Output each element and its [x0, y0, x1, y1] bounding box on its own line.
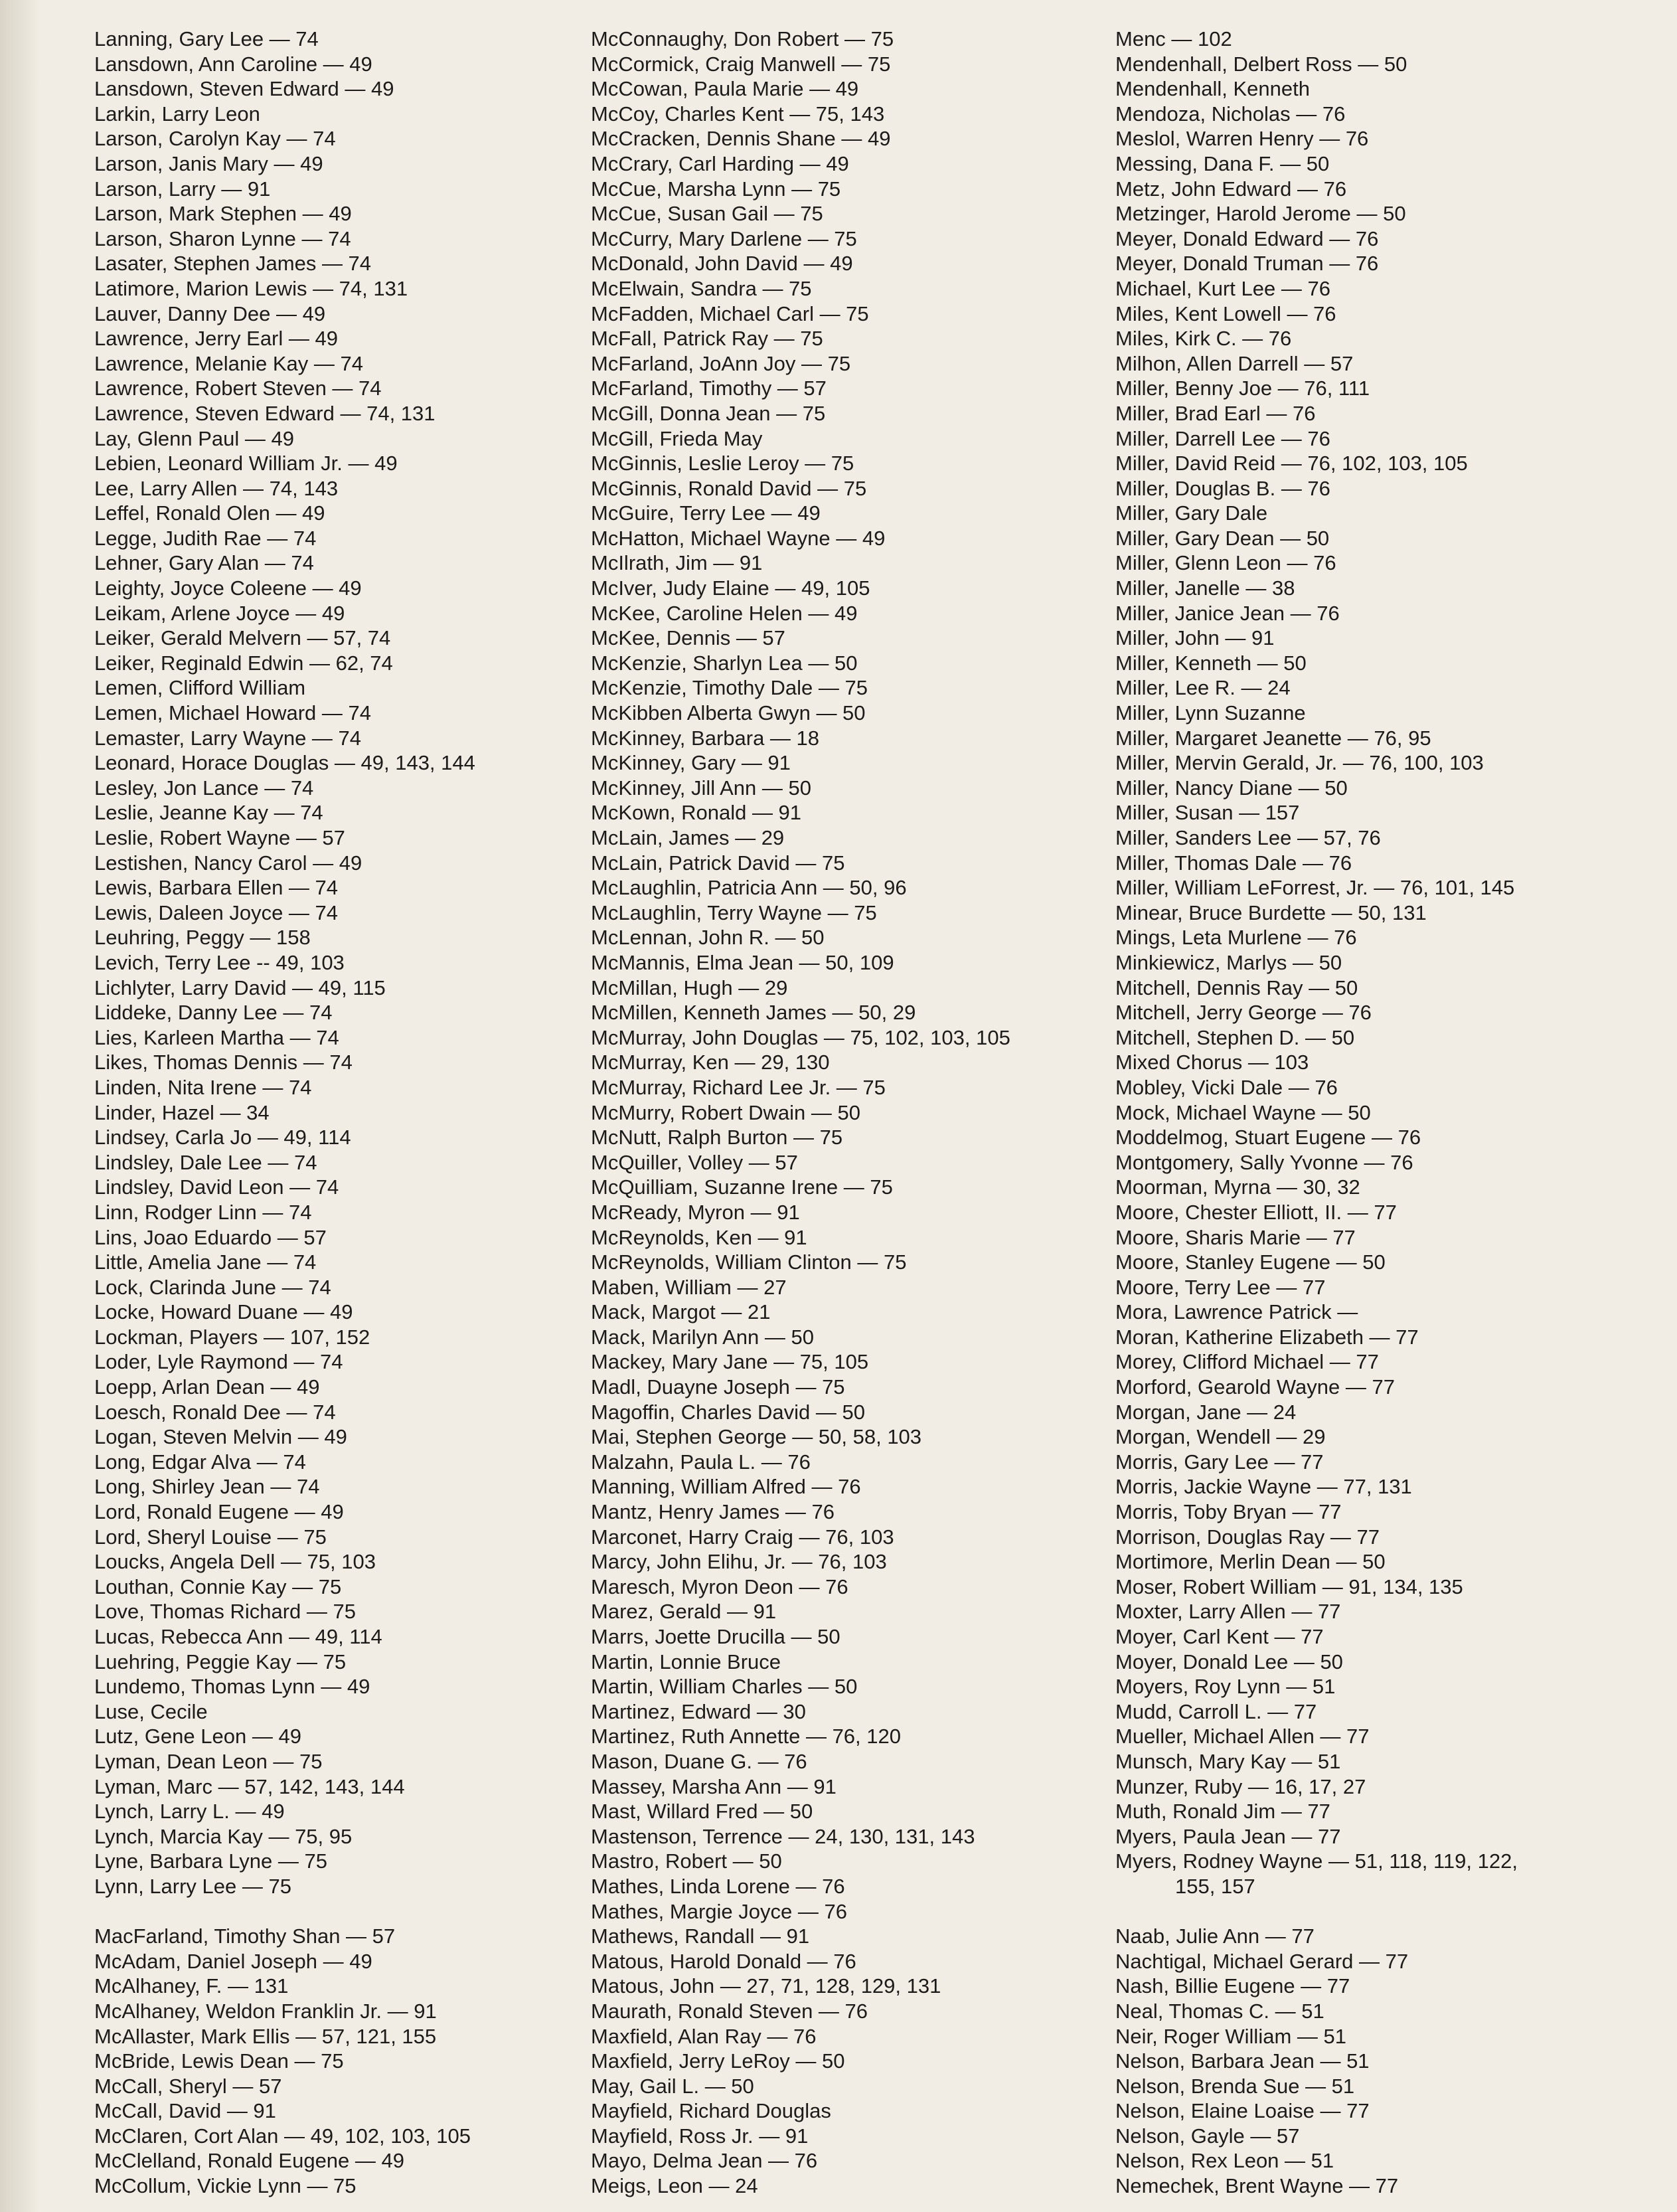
- index-entry: Lindsley, Dale Lee — 74: [94, 1150, 317, 1174]
- index-entry: Miller, Kenneth — 50: [1115, 651, 1307, 675]
- index-entry: Leslie, Jeanne Kay — 74: [94, 801, 323, 825]
- index-entry: Long, Shirley Jean — 74: [94, 1475, 320, 1499]
- index-entry: McLain, Patrick David — 75: [591, 851, 845, 875]
- index-entry: Mantz, Henry James — 76: [591, 1500, 835, 1524]
- index-entry: McCall, David — 91: [94, 2099, 276, 2123]
- index-entry: McMurry, Robert Dwain — 50: [591, 1100, 860, 1124]
- index-entry: Martin, William Charles — 50: [591, 1675, 858, 1699]
- index-entry: McKinney, Gary — 91: [591, 751, 791, 775]
- index-entry: Mitchell, Stephen D. — 50: [1115, 1025, 1355, 1049]
- index-entry: Lansdown, Ann Caroline — 49: [94, 52, 372, 76]
- index-entry: Miller, Douglas B. — 76: [1115, 476, 1330, 500]
- index-entry: Meslol, Warren Henry — 76: [1115, 127, 1369, 151]
- index-entry: Mayfield, Ross Jr. — 91: [591, 2124, 809, 2148]
- index-entry: Moyer, Donald Lee — 50: [1115, 1650, 1343, 1673]
- index-entry: Nelson, Brenda Sue — 51: [1115, 2074, 1355, 2098]
- index-entry: Nachtigal, Michael Gerard — 77: [1115, 1949, 1409, 1973]
- index-entry: Myers, Paula Jean — 77: [1115, 1824, 1341, 1848]
- index-entry: McCoy, Charles Kent — 75, 143: [591, 102, 885, 126]
- index-entry: Leslie, Robert Wayne — 57: [94, 826, 345, 849]
- index-entry: Mitchell, Jerry George — 76: [1115, 1001, 1372, 1025]
- index-entry: Liddeke, Danny Lee — 74: [94, 1001, 333, 1025]
- index-entry: Leffel, Ronald Olen — 49: [94, 501, 325, 525]
- index-entry: Lyman, Marc — 57, 142, 143, 144: [94, 1774, 405, 1798]
- index-entry: Loder, Lyle Raymond — 74: [94, 1350, 343, 1374]
- index-entry: Magoffin, Charles David — 50: [591, 1400, 865, 1424]
- index-entry: Meyer, Donald Edward — 76: [1115, 226, 1379, 250]
- index-entry: Mack, Marilyn Ann — 50: [591, 1325, 814, 1349]
- index-entry: May, Gail L. — 50: [591, 2074, 754, 2098]
- index-entry: Madl, Duayne Joseph — 75: [591, 1375, 845, 1399]
- index-entry: McKown, Ronald — 91: [591, 801, 802, 825]
- index-entry: McMannis, Elma Jean — 50, 109: [591, 950, 894, 974]
- index-entry: Latimore, Marion Lewis — 74, 131: [94, 276, 408, 300]
- index-entry: Munzer, Ruby — 16, 17, 27: [1115, 1774, 1366, 1798]
- index-entry: McFadden, Michael Carl — 75: [591, 301, 869, 325]
- index-entry: Leikam, Arlene Joyce — 49: [94, 601, 345, 625]
- index-entry: Lynch, Marcia Kay — 75, 95: [94, 1824, 353, 1848]
- index-entry: Mendenhall, Kenneth: [1115, 77, 1311, 101]
- index-entry: Nash, Billie Eugene — 77: [1115, 1974, 1350, 1998]
- index-entry: Loucks, Angela Dell — 75, 103: [94, 1550, 376, 1574]
- index-entry: Lutz, Gene Leon — 49: [94, 1725, 301, 1748]
- index-entry: Lichlyter, Larry David — 49, 115: [94, 976, 386, 999]
- index-entry: Menc — 102: [1115, 27, 1232, 50]
- index-entry: Lynn, Larry Lee — 75: [94, 1874, 291, 1898]
- index-entry: Mock, Michael Wayne — 50: [1115, 1100, 1371, 1124]
- index-entry: McNutt, Ralph Burton — 75: [591, 1126, 843, 1149]
- index-entry: Miller, Sanders Lee — 57, 76: [1115, 826, 1381, 849]
- index-entry: Minear, Bruce Burdette — 50, 131: [1115, 900, 1427, 924]
- index-entry: Lyman, Dean Leon — 75: [94, 1749, 323, 1773]
- index-entry: Nemechek, Brent Wayne — 77: [1115, 2174, 1399, 2198]
- index-entry: Mixed Chorus — 103: [1115, 1051, 1309, 1074]
- index-entry: Lemaster, Larry Wayne — 74: [94, 726, 362, 750]
- index-entry: Marez, Gerald — 91: [591, 1600, 777, 1624]
- index-entry: Leiker, Gerald Melvern — 57, 74: [94, 626, 391, 650]
- index-entry: McLaughlin, Patricia Ann — 50, 96: [591, 876, 907, 900]
- index-entry: McAllaster, Mark Ellis — 57, 121, 155: [94, 2024, 437, 2048]
- index-entry: Mathews, Randall — 91: [591, 1924, 810, 1948]
- index-entry: Neal, Thomas C. — 51: [1115, 1999, 1324, 2023]
- index-entry: McConnaughy, Don Robert — 75: [591, 27, 894, 50]
- index-entry: Mobley, Vicki Dale — 76: [1115, 1075, 1338, 1099]
- index-entry: Long, Edgar Alva — 74: [94, 1450, 306, 1474]
- index-entry: Montgomery, Sally Yvonne — 76: [1115, 1150, 1413, 1174]
- index-entry: Lemen, Michael Howard — 74: [94, 701, 371, 725]
- index-entry: Moran, Katherine Elizabeth — 77: [1115, 1325, 1419, 1349]
- index-entry: Morris, Gary Lee — 77: [1115, 1450, 1324, 1474]
- index-entry: Marconet, Harry Craig — 76, 103: [591, 1525, 894, 1549]
- index-entry: McCue, Susan Gail — 75: [591, 202, 823, 226]
- index-entry: Lehner, Gary Alan — 74: [94, 551, 314, 575]
- index-entry: Levich, Terry Lee -- 49, 103: [94, 950, 345, 974]
- index-entry: McAlhaney, F. — 131: [94, 1974, 289, 1998]
- index-entry: Maxfield, Alan Ray — 76: [591, 2024, 817, 2048]
- index-entry: Naab, Julie Ann — 77: [1115, 1924, 1315, 1948]
- group-spacer: [1115, 1899, 1518, 1924]
- index-entry: Martin, Lonnie Bruce: [591, 1650, 781, 1673]
- index-entry: Mayo, Delma Jean — 76: [591, 2149, 818, 2173]
- index-entry: Lock, Clarinda June — 74: [94, 1275, 331, 1299]
- index-entry: Meigs, Leon — 24: [591, 2174, 758, 2198]
- index-entry: Mayfield, Richard Douglas: [591, 2099, 831, 2123]
- index-entry: Metzinger, Harold Jerome — 50: [1115, 202, 1406, 226]
- index-entry: Linn, Rodger Linn — 74: [94, 1200, 312, 1224]
- index-entry: Lawrence, Steven Edward — 74, 131: [94, 401, 436, 425]
- index-entry: Larson, Mark Stephen — 49: [94, 202, 352, 226]
- index-entry: Larson, Sharon Lynne — 74: [94, 226, 351, 250]
- index-entry: Michael, Kurt Lee — 76: [1115, 276, 1330, 300]
- index-entry: Morey, Clifford Michael — 77: [1115, 1350, 1379, 1374]
- index-entry: Mendoza, Nicholas — 76: [1115, 102, 1346, 126]
- index-entry: Marrs, Joette Drucilla — 50: [591, 1625, 840, 1648]
- index-entry: Luehring, Peggie Kay — 75: [94, 1650, 347, 1673]
- index-entry: Lawrence, Melanie Kay — 74: [94, 351, 363, 375]
- index-entry: McLain, James — 29: [591, 826, 785, 849]
- index-entry: Mackey, Mary Jane — 75, 105: [591, 1350, 869, 1374]
- index-entry: Miller, Janice Jean — 76: [1115, 601, 1340, 625]
- index-entry: Larkin, Larry Leon: [94, 102, 260, 126]
- index-entry: Massey, Marsha Ann — 91: [591, 1774, 837, 1798]
- index-entry: Nelson, Rex Leon — 51: [1115, 2149, 1334, 2173]
- index-entry: Malzahn, Paula L. — 76: [591, 1450, 811, 1474]
- index-entry: Leiker, Reginald Edwin — 62, 74: [94, 651, 393, 675]
- index-entry: Moore, Chester Elliott, II. — 77: [1115, 1200, 1397, 1224]
- index-entry: Meyer, Donald Truman — 76: [1115, 252, 1379, 276]
- index-entry: Lebien, Leonard William Jr. — 49: [94, 452, 398, 475]
- index-entry: McMillan, Hugh — 29: [591, 976, 788, 999]
- index-entry: Miller, Lynn Suzanne: [1115, 701, 1306, 725]
- index-entry: McIver, Judy Elaine — 49, 105: [591, 576, 870, 600]
- index-entry: McIlrath, Jim — 91: [591, 551, 763, 575]
- index-entry: Nelson, Gayle — 57: [1115, 2124, 1300, 2148]
- index-entry: Mastenson, Terrence — 24, 130, 131, 143: [591, 1824, 975, 1848]
- index-entry: Legge, Judith Rae — 74: [94, 526, 317, 550]
- index-column-3: [1115, 27, 1518, 2199]
- index-entry: Mason, Duane G. — 76: [591, 1749, 807, 1773]
- index-entry: Larson, Janis Mary — 49: [94, 151, 323, 175]
- index-entry: Mueller, Michael Allen — 77: [1115, 1725, 1370, 1748]
- index-entry: Moxter, Larry Allen — 77: [1115, 1600, 1341, 1624]
- index-entry: Mathes, Linda Lorene — 76: [591, 1874, 845, 1898]
- index-entry: Milhon, Allen Darrell — 57: [1115, 351, 1354, 375]
- index-entry: Mathes, Margie Joyce — 76: [591, 1899, 847, 1923]
- index-entry: Moyers, Roy Lynn — 51: [1115, 1675, 1336, 1699]
- index-entry: Morgan, Jane — 24: [1115, 1400, 1297, 1424]
- index-entry: Miller, Nancy Diane — 50: [1115, 776, 1348, 800]
- index-entry: Morris, Toby Bryan — 77: [1115, 1500, 1342, 1524]
- index-entry: Loepp, Arlan Dean — 49: [94, 1375, 320, 1399]
- index-entry: Little, Amelia Jane — 74: [94, 1250, 317, 1274]
- index-entry: Lansdown, Steven Edward — 49: [94, 77, 394, 101]
- index-entry: McKenzie, Timothy Dale — 75: [591, 676, 868, 700]
- index-entry: Minkiewicz, Marlys — 50: [1115, 950, 1342, 974]
- index-entry: Lewis, Daleen Joyce — 74: [94, 900, 339, 924]
- index-entry: Lanning, Gary Lee — 74: [94, 27, 319, 50]
- index-entry: Miller, Gary Dean — 50: [1115, 526, 1330, 550]
- index-entry: McCall, Sheryl — 57: [94, 2074, 282, 2098]
- index-entry: Miller, Susan — 157: [1115, 801, 1300, 825]
- index-entry: Linder, Hazel — 34: [94, 1100, 270, 1124]
- index-entry: McCollum, Vickie Lynn — 75: [94, 2174, 357, 2198]
- index-entry: Miles, Kent Lowell — 76: [1115, 301, 1336, 325]
- index-entry: Mai, Stephen George — 50, 58, 103: [591, 1425, 922, 1449]
- index-entry: Lucas, Rebecca Ann — 49, 114: [94, 1625, 382, 1648]
- index-entry: McKinney, Jill Ann — 50: [591, 776, 811, 800]
- index-entry: Lies, Karleen Martha — 74: [94, 1025, 339, 1049]
- index-entry: McKinney, Barbara — 18: [591, 726, 820, 750]
- index-entry: Mora, Lawrence Patrick —: [1115, 1300, 1358, 1324]
- index-entry: McCormick, Craig Manwell — 75: [591, 52, 891, 76]
- index-entry: Manning, William Alfred — 76: [591, 1475, 861, 1499]
- index-entry: Lyne, Barbara Lyne — 75: [94, 1849, 327, 1873]
- index-entry: Morris, Jackie Wayne — 77, 131: [1115, 1475, 1412, 1499]
- index-entry: Lewis, Barbara Ellen — 74: [94, 876, 339, 900]
- index-entry: Love, Thomas Richard — 75: [94, 1600, 357, 1624]
- index-entry: Lesley, Jon Lance — 74: [94, 776, 314, 800]
- index-entry: Moore, Stanley Eugene — 50: [1115, 1250, 1386, 1274]
- index-entry: Miller, Thomas Dale — 76: [1115, 851, 1352, 875]
- index-entry: Mendenhall, Delbert Ross — 50: [1115, 52, 1407, 76]
- index-entry: Loesch, Ronald Dee — 74: [94, 1400, 336, 1424]
- index-entry: Maben, William — 27: [591, 1275, 787, 1299]
- index-entry: Lindsey, Carla Jo — 49, 114: [94, 1126, 351, 1149]
- index-entry: McCurry, Mary Darlene — 75: [591, 226, 857, 250]
- index-entry: Logan, Steven Melvin — 49: [94, 1425, 347, 1449]
- page-binding-shadow: [0, 0, 40, 2212]
- index-entry: Lins, Joao Eduardo — 57: [94, 1225, 327, 1249]
- index-entry: Matous, John — 27, 71, 128, 129, 131: [591, 1974, 941, 1998]
- index-entry: Miller, Mervin Gerald, Jr. — 76, 100, 103: [1115, 751, 1484, 775]
- index-entry: McGill, Donna Jean — 75: [591, 401, 826, 425]
- index-entry: McDonald, John David — 49: [591, 252, 853, 276]
- index-entry: Luse, Cecile: [94, 1699, 208, 1723]
- index-entry: Mings, Leta Murlene — 76: [1115, 926, 1357, 950]
- index-entry: Morgan, Wendell — 29: [1115, 1425, 1326, 1449]
- index-entry: Miller, Benny Joe — 76, 111: [1115, 377, 1370, 400]
- index-entry: Myers, Rodney Wayne — 51, 118, 119, 122,: [1115, 1849, 1518, 1873]
- index-entry: Muth, Ronald Jim — 77: [1115, 1800, 1330, 1824]
- index-entry: Lynch, Larry L. — 49: [94, 1800, 285, 1824]
- index-entry: McAlhaney, Weldon Franklin Jr. — 91: [94, 1999, 437, 2023]
- index-entry: McQuiller, Volley — 57: [591, 1150, 798, 1174]
- index-column-2: [591, 27, 1010, 2199]
- index-entry: Linden, Nita Irene — 74: [94, 1075, 312, 1099]
- index-entry: Moorman, Myrna — 30, 32: [1115, 1175, 1360, 1199]
- index-entry: Likes, Thomas Dennis — 74: [94, 1051, 353, 1074]
- index-entry: McGinnis, Ronald David — 75: [591, 476, 867, 500]
- index-entry: McQuilliam, Suzanne Irene — 75: [591, 1175, 893, 1199]
- index-entry: Moddelmog, Stuart Eugene — 76: [1115, 1126, 1421, 1149]
- index-entry: McReynolds, William Clinton — 75: [591, 1250, 907, 1274]
- index-entry: McGuire, Terry Lee — 49: [591, 501, 821, 525]
- index-entry: Martinez, Edward — 30: [591, 1699, 806, 1723]
- index-entry: Lauver, Danny Dee — 49: [94, 301, 326, 325]
- index-entry: Lockman, Players — 107, 152: [94, 1325, 370, 1349]
- index-entry: McGinnis, Leslie Leroy — 75: [591, 452, 854, 475]
- index-entry: Metz, John Edward — 76: [1115, 177, 1347, 201]
- index-entry: McCracken, Dennis Shane — 49: [591, 127, 891, 151]
- index-entry: McCue, Marsha Lynn — 75: [591, 177, 841, 201]
- index-entry: Miller, Darrell Lee — 76: [1115, 426, 1330, 450]
- index-entry: McElwain, Sandra — 75: [591, 276, 812, 300]
- index-entry: Mortimore, Merlin Dean — 50: [1115, 1550, 1386, 1574]
- index-entry: Leighty, Joyce Coleene — 49: [94, 576, 362, 600]
- index-entry: Lundemo, Thomas Lynn — 49: [94, 1675, 370, 1699]
- index-entry: McClaren, Cort Alan — 49, 102, 103, 105: [94, 2124, 471, 2148]
- index-entry: Mudd, Carroll L. — 77: [1115, 1699, 1317, 1723]
- index-entry: Maurath, Ronald Steven — 76: [591, 1999, 868, 2023]
- index-entry: McKee, Caroline Helen — 49: [591, 601, 858, 625]
- index-entry: McFarland, JoAnn Joy — 75: [591, 351, 851, 375]
- index-entry: Maresch, Myron Deon — 76: [591, 1574, 848, 1598]
- index-entry: McFall, Patrick Ray — 75: [591, 327, 823, 351]
- index-entry: Locke, Howard Duane — 49: [94, 1300, 353, 1324]
- index-entry: Neir, Roger William — 51: [1115, 2024, 1346, 2048]
- index-entry: McKibben Alberta Gwyn — 50: [591, 701, 866, 725]
- index-entry: Moore, Terry Lee — 77: [1115, 1275, 1326, 1299]
- index-entry: McBride, Lewis Dean — 75: [94, 2049, 344, 2073]
- index-entry: Miles, Kirk C. — 76: [1115, 327, 1292, 351]
- index-entry: Lee, Larry Allen — 74, 143: [94, 476, 339, 500]
- index-entry: McMurray, John Douglas — 75, 102, 103, 105: [591, 1025, 1010, 1049]
- index-entry: McMurray, Ken — 29, 130: [591, 1051, 830, 1074]
- index-entry: Lord, Sheryl Louise — 75: [94, 1525, 327, 1549]
- index-entry: Leuhring, Peggy — 158: [94, 926, 311, 950]
- index-entry: Leonard, Horace Douglas — 49, 143, 144: [94, 751, 475, 775]
- index-entry: Miller, Gary Dale: [1115, 501, 1268, 525]
- index-entry: McCrary, Carl Harding — 49: [591, 151, 849, 175]
- index-entry: Miller, Janelle — 38: [1115, 576, 1295, 600]
- index-entry: Marcy, John Elihu, Jr. — 76, 103: [591, 1550, 887, 1574]
- index-entry: Miller, Glenn Leon — 76: [1115, 551, 1336, 575]
- index-entry: McHatton, Michael Wayne — 49: [591, 526, 886, 550]
- index-entry: Moore, Sharis Marie — 77: [1115, 1225, 1356, 1249]
- index-entry: Morford, Gearold Wayne — 77: [1115, 1375, 1395, 1399]
- index-entry: McLennan, John R. — 50: [591, 926, 825, 950]
- index-entry: Lay, Glenn Paul — 49: [94, 426, 294, 450]
- index-entry: Moser, Robert William — 91, 134, 135: [1115, 1574, 1463, 1598]
- index-entry: Lasater, Stephen James — 74: [94, 252, 372, 276]
- index-entry: Moyer, Carl Kent — 77: [1115, 1625, 1324, 1648]
- index-column-1: [94, 27, 475, 2199]
- index-entry: Miller, Margaret Jeanette — 76, 95: [1115, 726, 1431, 750]
- index-entry: Larson, Larry — 91: [94, 177, 271, 201]
- index-entry: Mack, Margot — 21: [591, 1300, 771, 1324]
- index-entry: Lord, Ronald Eugene — 49: [94, 1500, 344, 1524]
- index-entry: Nelson, Barbara Jean — 51: [1115, 2049, 1370, 2073]
- index-entry: Matous, Harold Donald — 76: [591, 1949, 856, 1973]
- index-entry-continuation: 155, 157: [1175, 1874, 1255, 1898]
- index-entry: Nelson, Elaine Loaise — 77: [1115, 2099, 1370, 2123]
- index-entry: Miller, Brad Earl — 76: [1115, 401, 1316, 425]
- index-entry: Messing, Dana F. — 50: [1115, 151, 1330, 175]
- index-entry: McReady, Myron — 91: [591, 1200, 800, 1224]
- index-entry: McMurray, Richard Lee Jr. — 75: [591, 1075, 886, 1099]
- index-entry: Louthan, Connie Kay — 75: [94, 1574, 342, 1598]
- index-entry: Mastro, Robert — 50: [591, 1849, 782, 1873]
- index-entry: Munsch, Mary Kay — 51: [1115, 1749, 1341, 1773]
- index-entry: Martinez, Ruth Annette — 76, 120: [591, 1725, 901, 1748]
- index-entry: McLaughlin, Terry Wayne — 75: [591, 900, 877, 924]
- index-entry: McCowan, Paula Marie — 49: [591, 77, 859, 101]
- index-entry: McAdam, Daniel Joseph — 49: [94, 1949, 372, 1973]
- index-entry: McKenzie, Sharlyn Lea — 50: [591, 651, 858, 675]
- index-entry: McClelland, Ronald Eugene — 49: [94, 2149, 404, 2173]
- index-entry: McMillen, Kenneth James — 50, 29: [591, 1001, 916, 1025]
- index-entry: Mitchell, Dennis Ray — 50: [1115, 976, 1358, 999]
- index-entry: Miller, William LeForrest, Jr. — 76, 101, 145: [1115, 876, 1515, 900]
- index-entry: Miller, David Reid — 76, 102, 103, 105: [1115, 452, 1468, 475]
- index-entry: Lemen, Clifford William: [94, 676, 306, 700]
- index-entry: Morrison, Douglas Ray — 77: [1115, 1525, 1380, 1549]
- index-entry: McGill, Frieda May: [591, 426, 763, 450]
- index-entry: Lindsley, David Leon — 74: [94, 1175, 339, 1199]
- index-entry: Maxfield, Jerry LeRoy — 50: [591, 2049, 845, 2073]
- index-entry: Lestishen, Nancy Carol — 49: [94, 851, 362, 875]
- index-entry: McFarland, Timothy — 57: [591, 377, 827, 400]
- index-entry: McReynolds, Ken — 91: [591, 1225, 807, 1249]
- index-entry: Miller, Lee R. — 24: [1115, 676, 1291, 700]
- index-entry: MacFarland, Timothy Shan — 57: [94, 1924, 396, 1948]
- index-entry: McKee, Dennis — 57: [591, 626, 785, 650]
- index-entry: Mast, Willard Fred — 50: [591, 1800, 813, 1824]
- index-entry: Miller, John — 91: [1115, 626, 1275, 650]
- index-entry: Lawrence, Jerry Earl — 49: [94, 327, 338, 351]
- group-spacer: [94, 1899, 475, 1924]
- index-entry: Lawrence, Robert Steven — 74: [94, 377, 382, 400]
- index-entry: Larson, Carolyn Kay — 74: [94, 127, 336, 151]
